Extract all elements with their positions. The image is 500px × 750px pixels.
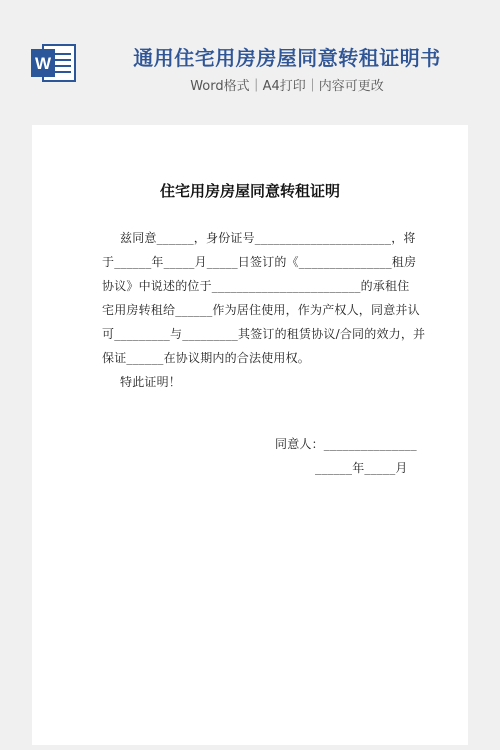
body-line: 于______年_____月_____日签订的《_______________租房 [102,255,417,269]
word-document-icon [29,43,77,83]
body-line: 可_________与_________其签订的租赁协议/合同的效力，并 [102,327,426,341]
page-subtitle: Word格式｜A4打印｜内容可更改 [190,79,384,94]
svg-text:W: W [34,54,52,73]
page-title: 通用住宅用房房屋同意转租证明书 [133,46,441,70]
document-page [32,125,468,745]
document-title: 住宅用房房屋同意转租证明 [159,182,340,200]
body-line: 兹同意______，身份证号______________________，将 [120,231,416,245]
body-line: 保证______在协议期内的合法使用权。 [102,351,311,365]
signature-line: 同意人：_______________ [275,437,417,451]
body-line: 协议》中说述的位于________________________的承租住 [102,279,410,293]
closing-text: 特此证明！ [120,375,182,389]
page-header [0,0,500,110]
date-line: ______年_____月 [315,461,408,475]
body-line: 宅用房转租给______作为居住使用，作为产权人，同意并认 [102,303,420,317]
